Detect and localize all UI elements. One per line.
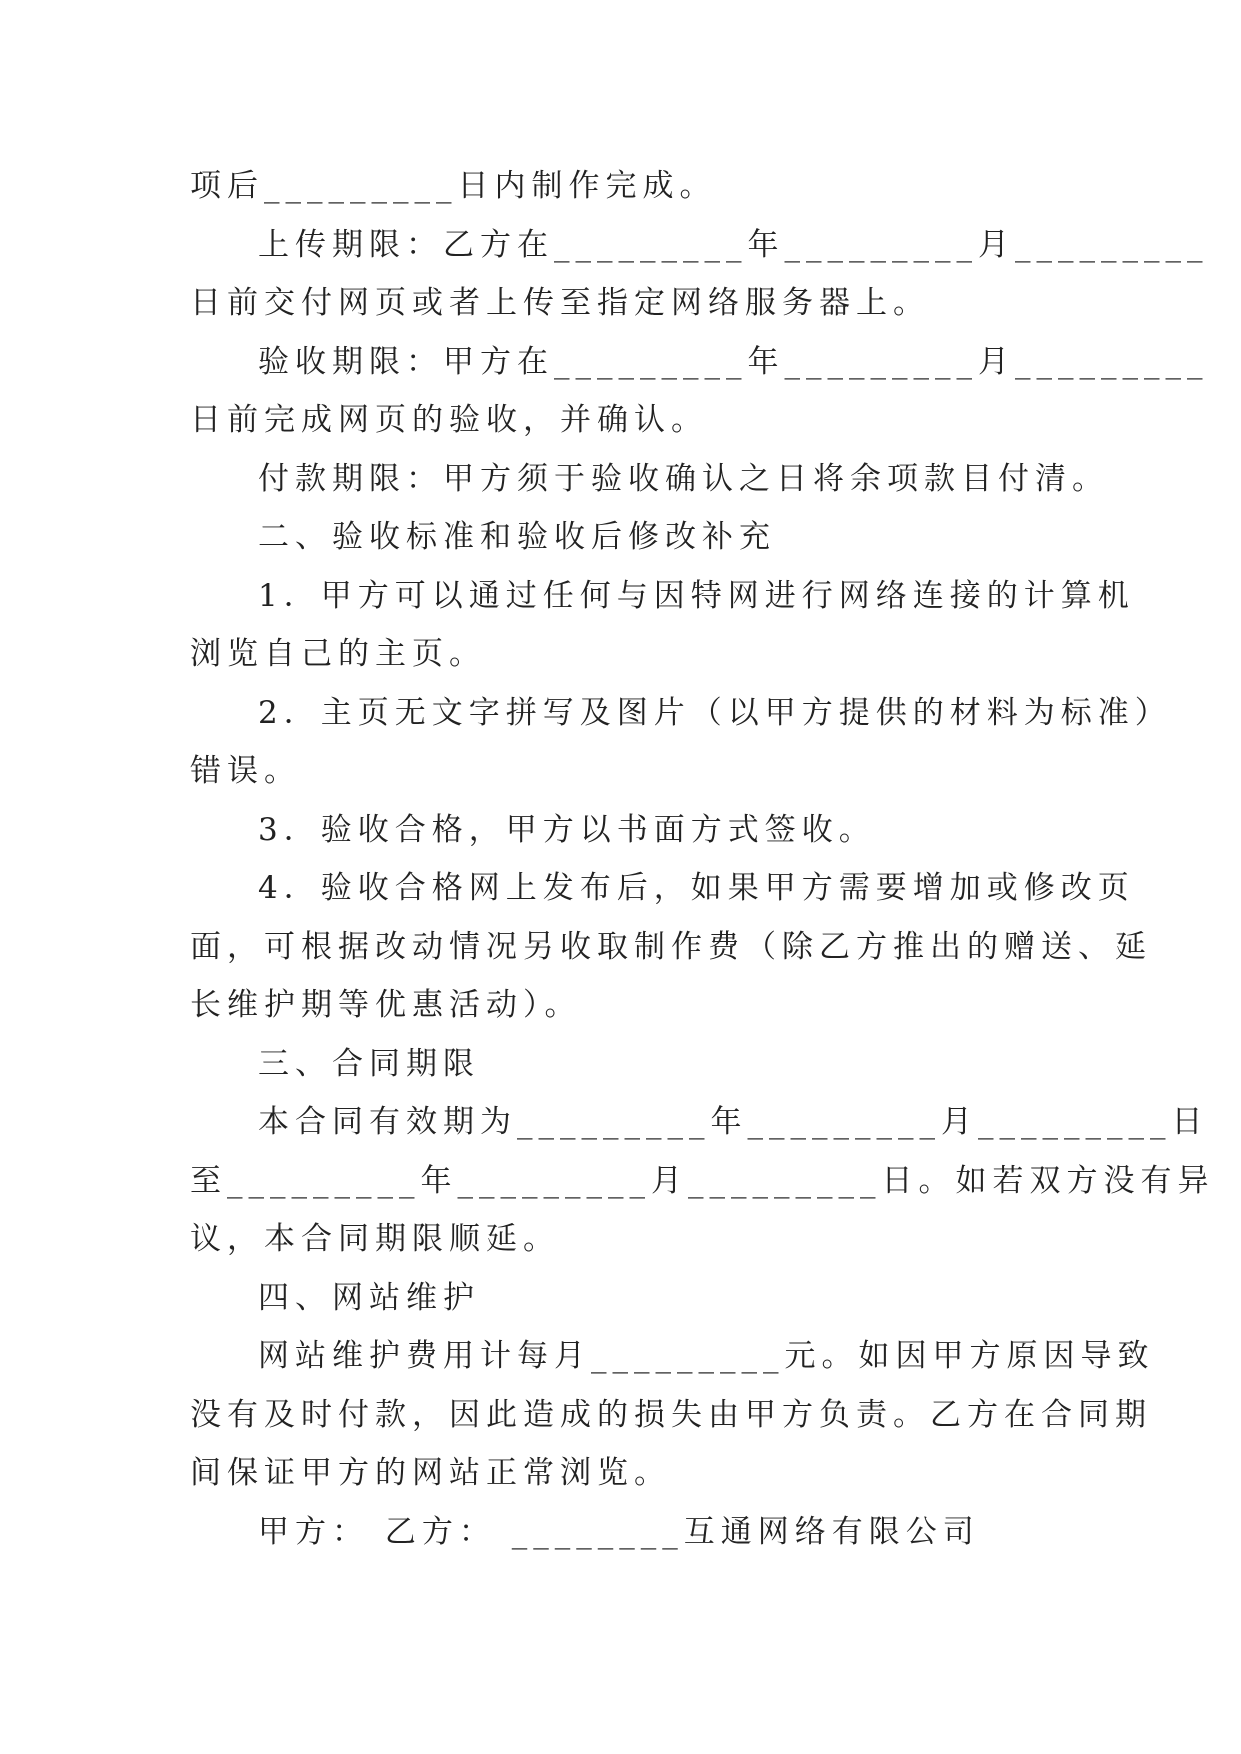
- line-text: 三、合同期限: [258, 1046, 480, 1082]
- line-text: 付款期限：甲方须于验收确认之日将余项款目付清。: [258, 461, 1109, 497]
- signature-line: [0, 1512, 1241, 1552]
- line-text: 1．甲方可以通过任何与因特网进行网络连接的计算机: [258, 578, 1135, 614]
- line-text: 长维护期等优惠活动）。: [190, 987, 582, 1023]
- line-text: 网站维护费用计每月_________元。如因甲方原因导致: [258, 1338, 1155, 1374]
- text-line: [0, 1336, 1241, 1376]
- line-text: 项后_________日内制作完成。: [190, 168, 717, 204]
- line-text: 间保证甲方的网站正常浏览。: [190, 1455, 671, 1491]
- line-text: 2．主页无文字拼写及图片（以甲方提供的材料为标准）: [258, 695, 1172, 731]
- text-line: [0, 1161, 1241, 1201]
- text-line: [0, 751, 1241, 791]
- line-text: 甲方： 乙方： ________互通网络有限公司: [258, 1514, 980, 1550]
- line-text: 错误。: [190, 753, 301, 789]
- line-text: 日前交付网页或者上传至指定网络服务器上。: [190, 285, 930, 321]
- text-line: [0, 634, 1241, 674]
- line-text: 浏览自己的主页。: [190, 636, 486, 672]
- text-line: [0, 459, 1241, 499]
- line-text: 上传期限：乙方在_________年_________月_________: [258, 227, 1209, 263]
- text-line: [0, 1102, 1241, 1142]
- text-line: [0, 342, 1241, 382]
- text-line: [0, 283, 1241, 323]
- line-text: 验收期限：甲方在_________年_________月_________: [258, 344, 1209, 380]
- section-heading: [0, 1278, 1241, 1318]
- text-line: [0, 1453, 1241, 1493]
- line-text: 日前完成网页的验收，并确认。: [190, 402, 708, 438]
- text-line: [0, 1219, 1241, 1259]
- text-line: [0, 927, 1241, 967]
- text-line: [0, 225, 1241, 265]
- section-heading: [0, 517, 1241, 557]
- line-text: 至_________年_________月_________日。如若双方没有异: [190, 1163, 1215, 1199]
- line-text: 4．验收合格网上发布后，如果甲方需要增加或修改页: [258, 870, 1135, 906]
- text-line: [0, 576, 1241, 616]
- text-line: [0, 166, 1241, 206]
- line-text: 二、验收标准和验收后修改补充: [258, 519, 776, 555]
- line-text: 3．验收合格，甲方以书面方式签收。: [258, 812, 876, 848]
- text-line: [0, 1395, 1241, 1435]
- line-text: 面，可根据改动情况另收取制作费（除乙方推出的赠送、延: [190, 929, 1152, 965]
- text-line: [0, 693, 1241, 733]
- text-line: [0, 985, 1241, 1025]
- line-text: 没有及时付款，因此造成的损失由甲方负责。乙方在合同期: [190, 1397, 1152, 1433]
- line-text: 议，本合同期限顺延。: [190, 1221, 560, 1257]
- text-line: [0, 868, 1241, 908]
- text-line: [0, 400, 1241, 440]
- line-text: 四、网站维护: [258, 1280, 480, 1316]
- section-heading: [0, 1044, 1241, 1084]
- text-line: [0, 810, 1241, 850]
- line-text: 本合同有效期为_________年_________月_________日: [258, 1104, 1209, 1140]
